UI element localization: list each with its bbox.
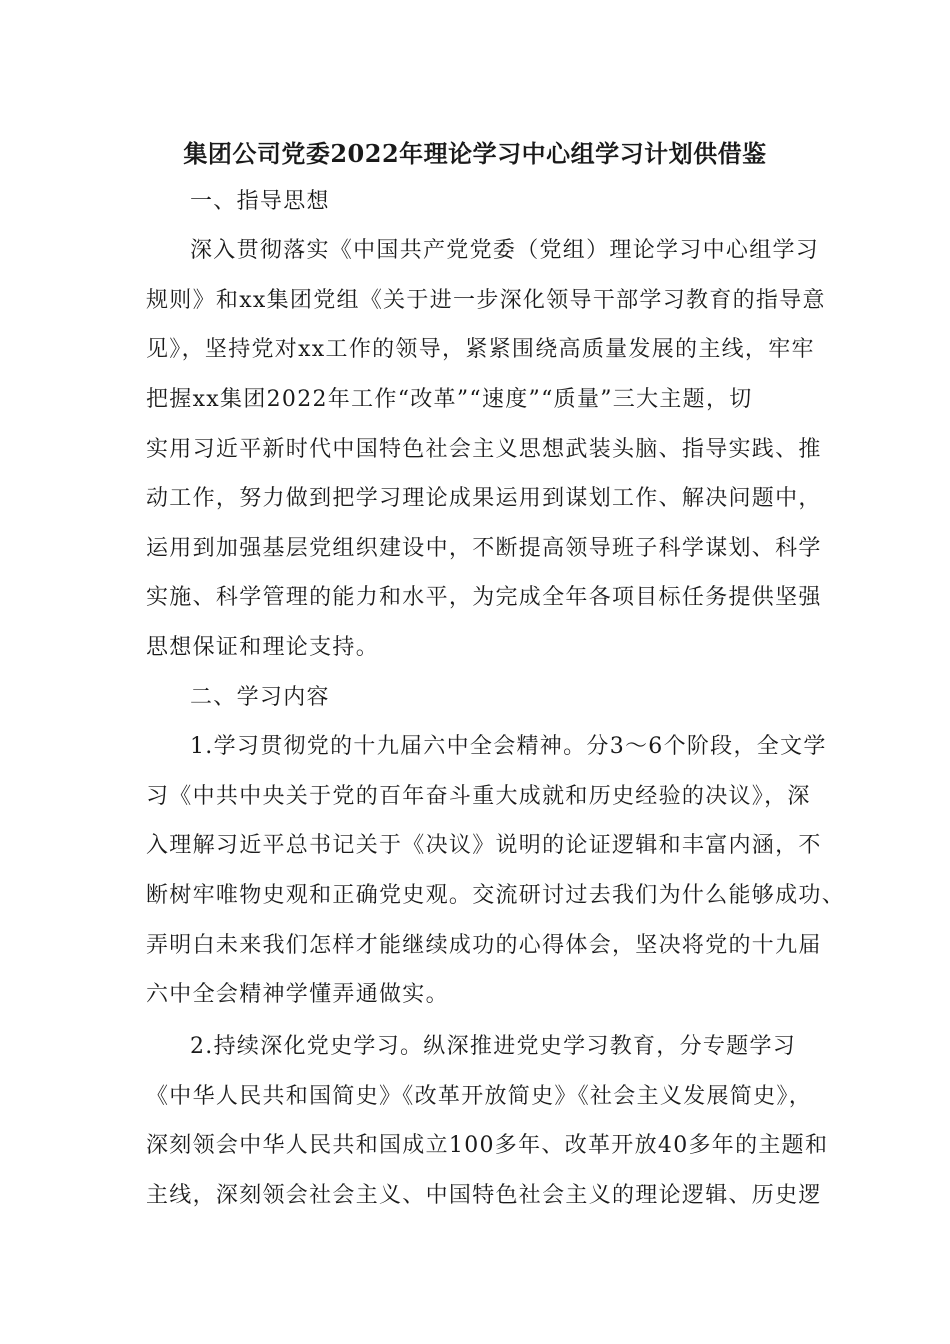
paragraph-line: 主线，深刻领会社会主义、中国特色社会主义的理论逻辑、历史逻	[146, 1183, 822, 1208]
section-heading-1: 一、指导思想	[190, 189, 330, 214]
paragraph-line: 运用到加强基层党组织建设中，不断提高领导班子科学谋划、科学	[146, 536, 822, 561]
paragraph-line: 弄明白未来我们怎样才能继续成功的心得体会，坚决将党的十九届	[146, 933, 822, 958]
paragraph-line: 动工作，努力做到把学习理论成果运用到谋划工作、解决问题中，	[146, 486, 822, 511]
paragraph-line: 实施、科学管理的能力和水平，为完成全年各项目标任务提供坚强	[146, 585, 822, 610]
document-title: 集团公司党委2022年理论学习中心组学习计划供借鉴	[183, 139, 767, 168]
paragraph-line: 2.持续深化党史学习。纵深推进党史学习教育，分专题学习	[190, 1034, 797, 1059]
paragraph-line: 断树牢唯物史观和正确党史观。交流研讨过去我们为什么能够成功、	[146, 883, 846, 908]
paragraph-line: 深刻领会中华人民共和国成立100多年、改革开放40多年的主题和	[146, 1133, 829, 1158]
paragraph-line: 规则》和xx集团党组《关于进一步深化领导干部学习教育的指导意	[146, 288, 826, 313]
paragraph-line: 入理解习近平总书记关于《决议》说明的论证逻辑和丰富内涵，不	[146, 833, 822, 858]
paragraph-line: 习《中共中央关于党的百年奋斗重大成就和历史经验的决议》，深	[146, 784, 811, 809]
paragraph-line: 实用习近平新时代中国特色社会主义思想武装头脑、指导实践、推	[146, 437, 822, 462]
paragraph-line: 《中华人民共和国简史》《改革开放简史》《社会主义发展简史》，	[146, 1084, 813, 1109]
paragraph-line: 见》，坚持党对xx工作的领导，紧紧围绕高质量发展的主线，牢牢	[146, 337, 815, 362]
paragraph-line: 1.学习贯彻党的十九届六中全会精神。分3～6个阶段，全文学	[190, 734, 827, 759]
paragraph-line: 把握xx集团2022年工作“改革”“速度”“质量”三大主题，切	[146, 387, 753, 412]
paragraph-line: 思想保证和理论支持。	[146, 635, 380, 660]
section-heading-2: 二、学习内容	[190, 685, 330, 710]
paragraph-line: 六中全会精神学懂弄通做实。	[146, 982, 449, 1007]
paragraph-line: 深入贯彻落实《中国共产党党委（党组）理论学习中心组学习	[190, 238, 820, 263]
